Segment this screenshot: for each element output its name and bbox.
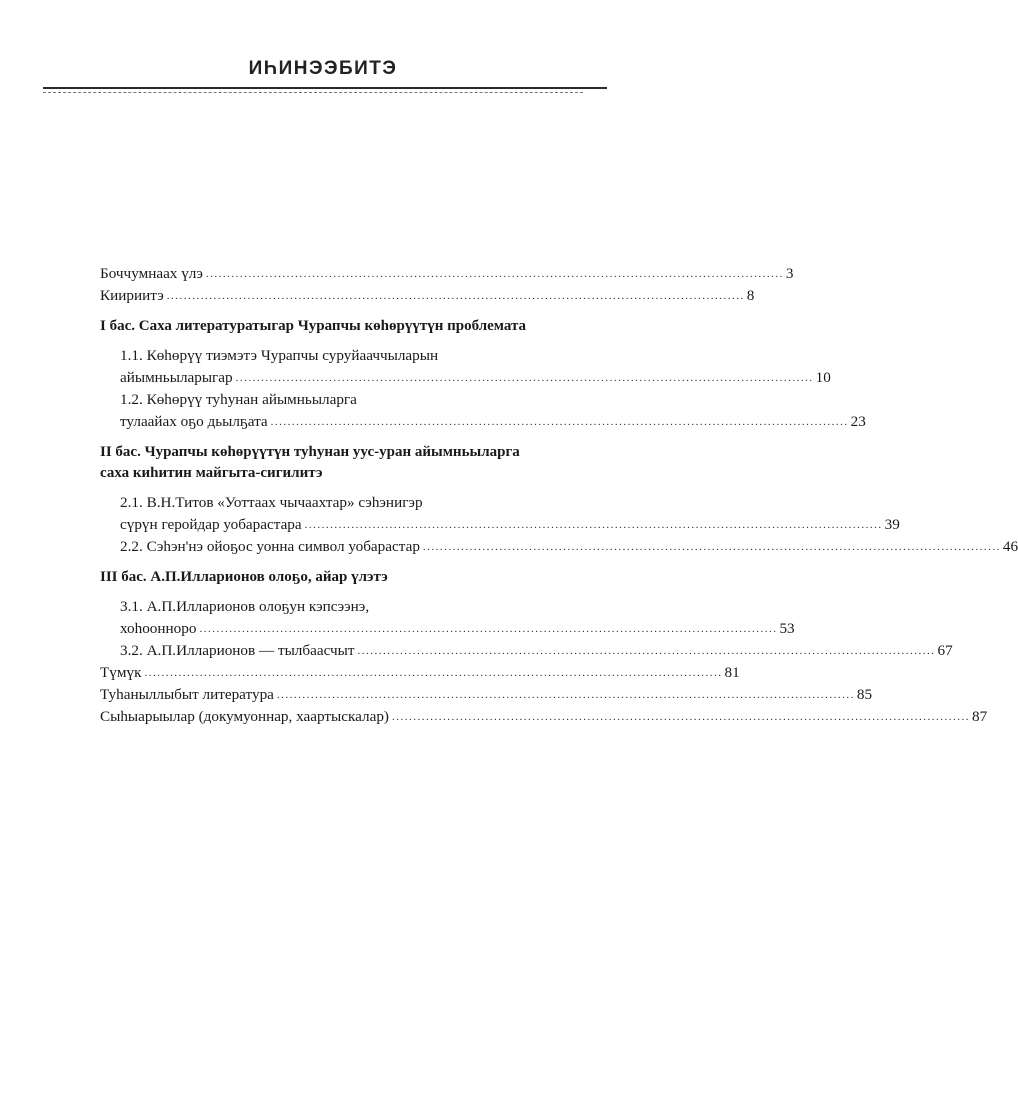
toc-page-number: 39 — [884, 516, 900, 533]
dot-leader: ........................................................................................................................................ — [270, 416, 849, 428]
toc-chapter-3-heading[interactable]: III бас. А.П.Илларионов олоҕо, айар үлэтэ — [100, 569, 388, 585]
toc-entry-1-2[interactable] — [100, 389, 866, 433]
dot-leader: ........................................................................................................................................ — [144, 667, 723, 679]
toc-entry-title-cont: тулаайах оҕо дьылҕата — [120, 413, 268, 430]
toc-entry-title: 1.2. Көһөрүү туһунан айымньыларга — [120, 391, 357, 408]
toc-entry-title: Туһаныллыбыт литература — [100, 686, 274, 703]
toc-entry-intro[interactable] — [100, 285, 755, 307]
header-rule — [43, 87, 607, 89]
toc-page-number: 10 — [815, 369, 831, 386]
toc-entry-3-2[interactable] — [100, 640, 953, 662]
toc-chapter-2-heading[interactable]: II бас. Чурапчы көһөрүүтүн туһунан уус-уран айымньыларга саха киһитин майгыта-сигилитэ — [100, 444, 520, 481]
dot-leader: ........................................................................................................................................ — [276, 689, 855, 701]
page-header-title: ИҺИНЭЭБИТЭ — [248, 58, 398, 79]
toc-page-number: 23 — [850, 413, 866, 430]
toc-entry-1-1[interactable] — [100, 345, 831, 389]
toc-page-number: 85 — [856, 686, 873, 703]
dot-leader: ........................................................................................................................................ — [205, 268, 784, 280]
dot-leader: ........................................................................................................................................ — [391, 711, 970, 723]
toc-page-number: 53 — [779, 620, 795, 637]
toc-entry-title: 3.1. А.П.Илларионов олоҕун кэпсээнэ, — [120, 598, 370, 615]
toc-entry-2-1[interactable] — [100, 492, 900, 536]
dot-leader: ........................................................................................................................................ — [357, 645, 936, 657]
toc-entry-conclusion[interactable] — [100, 662, 740, 684]
toc-entry-title-cont: сүрүн геройдар уобарастара — [120, 516, 302, 533]
toc-entry-literature[interactable] — [100, 684, 873, 706]
toc-page-number: 46 — [1002, 538, 1018, 555]
toc-entry-title: Сыһыарыылар (докумуоннар, хаартыскалар) — [100, 708, 389, 725]
toc-page-number: 81 — [724, 664, 740, 681]
toc-entry-3-1[interactable] — [100, 596, 795, 640]
toc-entry-title: Киириитэ — [100, 287, 164, 304]
toc-page-number: 8 — [746, 287, 755, 304]
dot-leader: ........................................................................................................................................ — [199, 623, 778, 635]
toc-entry-title: 3.2. А.П.Илларионов — тылбаасчыт — [120, 642, 355, 659]
toc-page-number: 3 — [785, 265, 794, 282]
toc-entry-title-cont: хоһоонноро — [120, 620, 197, 637]
dot-leader: ........................................................................................................................................ — [235, 372, 814, 384]
toc-entry-2-2[interactable] — [100, 536, 1018, 558]
toc-entry-title: 1.1. Көһөрүү тиэмэтэ Чурапчы суруйааччыларын — [120, 347, 439, 364]
toc-page-number: 67 — [937, 642, 953, 659]
toc-entry-title-cont: айымньыларыгар — [120, 369, 233, 386]
dot-leader: ........................................................................................................................................ — [166, 290, 745, 302]
toc-chapter-1-heading[interactable]: I бас. Саха литературатыгар Чурапчы көһөрүүтүн проблемата — [100, 318, 527, 334]
dot-leader: ........................................................................................................................................ — [422, 541, 1001, 553]
dot-leader: ........................................................................................................................................ — [304, 519, 883, 531]
table-of-contents — [100, 263, 1018, 728]
header-rule-dashed — [43, 92, 583, 93]
toc-page-number: 87 — [971, 708, 988, 725]
toc-entry-appendix[interactable] — [100, 706, 988, 728]
toc-entry-title: Түмүк — [100, 664, 142, 681]
toc-entry-title: 2.2. Сэһэн'нэ ойоҕос уонна символ уобарастар — [120, 538, 420, 555]
toc-entry-title: Боччумнаах үлэ — [100, 265, 203, 282]
toc-entry-title: 2.1. В.Н.Титов «Уоттаах чычаахтар» сэһэнигэр — [120, 494, 423, 511]
toc-entry-preface[interactable] — [100, 263, 794, 285]
